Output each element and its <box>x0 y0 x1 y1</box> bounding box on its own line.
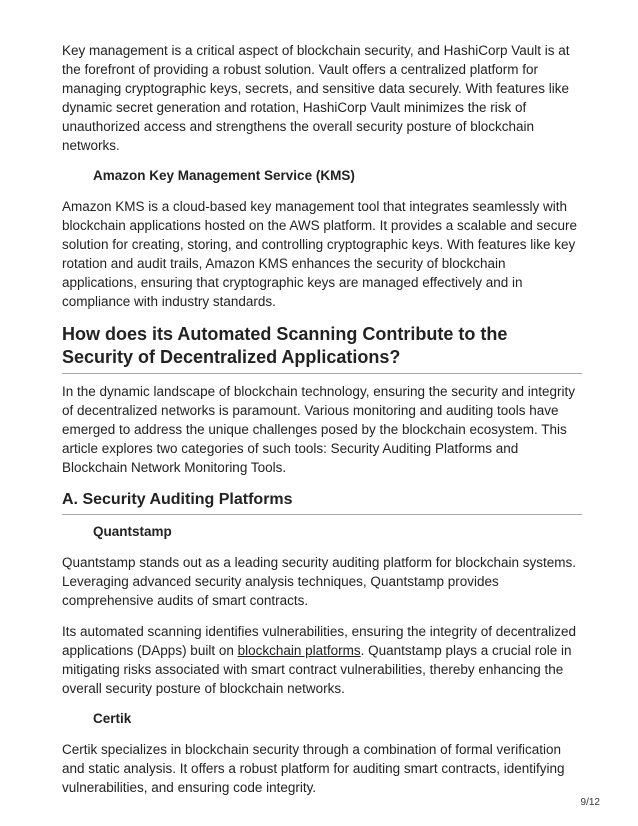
paragraph-quantstamp-2-text-a: Its automated scanning identifies vulnerabilities, ensuring the integrity of decentralized applications (DApps) built on <box>62 624 577 658</box>
heading-amazon-kms: Amazon Key Management Service (KMS) <box>93 168 355 183</box>
heading-quantstamp: Quantstamp <box>93 524 172 539</box>
paragraph-quantstamp-1: Quantstamp stands out as a leading security auditing platform for blockchain systems. Leveraging advanced security analysis techniques, Quantstamp provides comprehensive audits of smart contracts. <box>62 555 577 608</box>
paragraph-quantstamp-2-text-b: . Quantstamp plays a crucial role in mitigating risks associated with smart contract vulnerabilities, thereby enhancing the overall security posture of blockchain networks. <box>62 643 572 696</box>
subsection-heading-security-auditing-platforms: A. Security Auditing Platforms <box>62 489 582 515</box>
blockchain-platforms-link[interactable]: blockchain platforms <box>237 643 361 658</box>
paragraph-certik: Certik specializes in blockchain security through a combination of formal verification and static analysis. It offers a robust platform for auditing smart contracts, identifying vulnerabilities, and ensuring code integrity. <box>62 742 565 795</box>
paragraph-intro: In the dynamic landscape of blockchain technology, ensuring the security and integrity of decentralized networks is paramount. Various monitoring and auditing tools have emerged to address the unique challenges posed by the blockchain ecosystem. This article explores two categories of such tools: Security Auditing Platforms and Blockchain Network Monitoring Tools. <box>62 384 576 475</box>
page-number: 9/12 <box>580 797 600 808</box>
article-body <box>62 41 582 809</box>
paragraph-hashicorp-vault: Key management is a critical aspect of blockchain security, and HashiCorp Vault is at the forefront of providing a robust solution. Vault offers a centralized platform for managing cryptographic keys, secrets, and sensitive data securely. With features like dynamic secret generation and rotation, HashiCorp Vault minimizes the risk of unauthorized access and strengthens the overall security posture of blockchain networks. <box>62 43 570 153</box>
heading-certik: Certik <box>93 711 132 726</box>
paragraph-amazon-kms: Amazon KMS is a cloud-based key management tool that integrates seamlessly with blockchain applications hosted on the AWS platform. It provides a scalable and secure solution for creating, storing, and controlling cryptographic keys. With features like key rotation and audit trails, Amazon KMS enhances the security of blockchain applications, ensuring that cryptographic keys are managed effectively and in compliance with industry standards. <box>62 199 578 309</box>
section-heading-automated-scanning: How does its Automated Scanning Contribute to the Security of Decentralized Applications? <box>62 323 582 374</box>
paragraph-quantstamp-2 <box>62 622 582 698</box>
